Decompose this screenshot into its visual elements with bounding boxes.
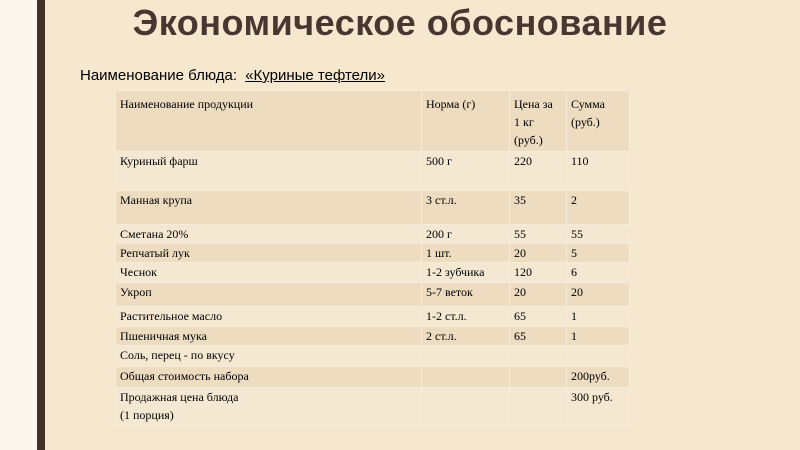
- cell-sum: 110: [567, 152, 630, 191]
- dish-label: Наименование блюда:: [80, 67, 238, 84]
- table-row: [116, 263, 630, 283]
- cell-norm: 500 г: [422, 152, 510, 191]
- header-price-line2: 1 кг: [514, 115, 534, 129]
- final-price-line2: (1 порция): [120, 408, 174, 422]
- cell-norm: 200 г: [422, 225, 510, 244]
- dish-subtitle: [80, 67, 385, 84]
- cell-product: Чеснок: [116, 263, 422, 283]
- final-price-line1: Продажная цена блюда: [120, 390, 239, 404]
- cell-price: 220: [510, 152, 567, 191]
- cell-sum: 300 руб.: [567, 388, 630, 426]
- cell-product: Куриный фарш: [116, 152, 422, 191]
- header-product: Наименование продукции: [116, 91, 422, 152]
- table-row: [116, 367, 630, 388]
- cell-product: Репчатый лук: [116, 244, 422, 263]
- dish-name: «Куриные тефтели»: [245, 67, 385, 84]
- table-row: [116, 346, 630, 367]
- cell-norm: 3 ст.л.: [422, 191, 510, 225]
- cell-price: 20: [510, 283, 567, 307]
- cell-norm: 1-2 зубчика: [422, 263, 510, 283]
- header-sum-line1: Сумма: [571, 97, 605, 111]
- left-margin-bar: [0, 0, 37, 450]
- cell-sum: 200руб.: [567, 367, 630, 388]
- cell-norm: 2 ст.л.: [422, 327, 510, 346]
- header-norm: Норма (г): [422, 91, 510, 152]
- header-price-line3: (руб.): [514, 133, 543, 147]
- cell-sum: 6: [567, 263, 630, 283]
- cell-product: Соль, перец - по вкусу: [116, 346, 422, 367]
- header-sum-line2: (руб.): [571, 115, 600, 129]
- table-row: [116, 283, 630, 307]
- cell-sum: 1: [567, 327, 630, 346]
- cell-price: 55: [510, 225, 567, 244]
- cell-sum: 5: [567, 244, 630, 263]
- cell-price: 65: [510, 327, 567, 346]
- cell-product: Общая стоимость набора: [116, 367, 422, 388]
- cell-norm: 1-2 ст.л.: [422, 307, 510, 327]
- table-row: [116, 191, 630, 225]
- cell-norm: 1 шт.: [422, 244, 510, 263]
- cell-price: 20: [510, 244, 567, 263]
- cell-norm: 5-7 веток: [422, 283, 510, 307]
- cell-product: Манная крупа: [116, 191, 422, 225]
- cell-norm: [422, 346, 510, 367]
- cell-product: Пшеничная мука: [116, 327, 422, 346]
- cell-product: [116, 388, 422, 426]
- cell-sum: 1: [567, 307, 630, 327]
- table-header-row: [116, 91, 630, 152]
- cell-sum: [567, 346, 630, 367]
- cell-price: [510, 367, 567, 388]
- table-row: [116, 225, 630, 244]
- cell-price: [510, 388, 567, 426]
- cell-product: Сметана 20%: [116, 225, 422, 244]
- cell-price: 65: [510, 307, 567, 327]
- cell-sum: 55: [567, 225, 630, 244]
- header-price-line1: Цена за: [514, 97, 553, 111]
- cell-price: 35: [510, 191, 567, 225]
- cost-table: [115, 90, 630, 426]
- cell-sum: 2: [567, 191, 630, 225]
- cell-product: Укроп: [116, 283, 422, 307]
- table-row: [116, 244, 630, 263]
- table-row: [116, 307, 630, 327]
- cell-product: Растительное масло: [116, 307, 422, 327]
- cell-norm: [422, 367, 510, 388]
- table-row-final-price: [116, 388, 630, 426]
- page-title: Экономическое обоснование: [132, 2, 668, 43]
- table-row: [116, 152, 630, 191]
- table-row: [116, 327, 630, 346]
- cell-sum: 20: [567, 283, 630, 307]
- cell-norm: [422, 388, 510, 426]
- cell-price: [510, 346, 567, 367]
- header-sum: [567, 91, 630, 152]
- cell-price: 120: [510, 263, 567, 283]
- header-price: [510, 91, 567, 152]
- left-accent-stripe: [37, 0, 45, 450]
